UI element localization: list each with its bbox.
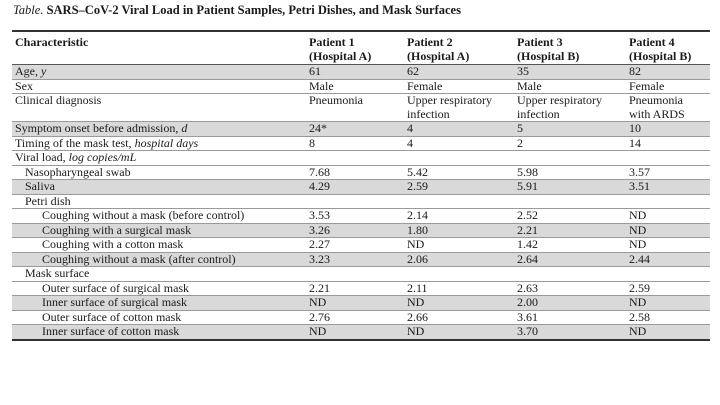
cell-patient-4: 3.51: [629, 179, 650, 193]
cell-patient-2: Female: [407, 79, 443, 93]
caption-title: SARS–CoV-2 Viral Load in Patient Samples, Petri Dishes, and Mask Surfaces: [46, 3, 461, 17]
table-row: [12, 267, 710, 282]
cell-patient-3: [514, 267, 626, 282]
table-row: [12, 151, 710, 166]
cell-patient-4: Pneumonia with ARDS: [629, 93, 685, 121]
cell-patient-3: 2.52: [517, 208, 538, 222]
cell-patient-2: [404, 194, 514, 209]
row-label: [12, 79, 306, 94]
table-caption: [13, 2, 461, 18]
table-row: [12, 79, 710, 94]
cell-patient-2: 2.14: [407, 208, 428, 222]
table-row: [12, 325, 710, 340]
row-label-text: Symptom onset before admission,: [15, 121, 182, 135]
cell-patient-1: ND: [309, 324, 327, 338]
cell-patient-2: 1.80: [407, 223, 428, 237]
cell-patient-3: 2.21: [517, 223, 538, 237]
cell-patient-1: 7.68: [309, 165, 330, 179]
viral-load-table: [12, 30, 710, 341]
cell-patient-4: [626, 267, 710, 282]
cell-patient-3: 2.64: [517, 252, 538, 266]
cell-patient-2: 2.66: [407, 310, 428, 324]
cell-patient-2: ND: [407, 324, 425, 338]
row-label: [12, 325, 306, 340]
row-label: [12, 223, 306, 238]
cell-patient-1: 8: [309, 136, 315, 150]
cell-patient-2: 5.42: [407, 165, 428, 179]
header-patient-2: Patient 2 (Hospital A): [407, 35, 470, 63]
table-row: [12, 209, 710, 224]
cell-patient-2: 2.06: [407, 252, 428, 266]
row-label: [12, 136, 306, 151]
cell-patient-1: 3.23: [309, 252, 330, 266]
cell-patient-3: [514, 194, 626, 209]
row-label-unit: d: [181, 121, 188, 135]
row-label: [12, 65, 306, 80]
row-label-text: Mask surface: [25, 266, 90, 280]
table-row: [12, 94, 710, 122]
cell-patient-4: 2.58: [629, 310, 650, 324]
cell-patient-2: ND: [407, 237, 425, 251]
cell-patient-1: 2.76: [309, 310, 330, 324]
cell-patient-2: 2.59: [407, 179, 428, 193]
row-label-text: Petri dish: [25, 194, 71, 208]
cell-patient-1: 24*: [309, 121, 327, 135]
cell-patient-3: 1.42: [517, 237, 538, 251]
cell-patient-1: [306, 267, 404, 282]
cell-patient-2: 4: [407, 136, 413, 150]
row-label-text: Outer surface of surgical mask: [42, 281, 190, 295]
cell-patient-4: ND: [629, 324, 647, 338]
row-label: [12, 165, 306, 180]
cell-patient-4: ND: [629, 223, 647, 237]
cell-patient-2: ND: [407, 295, 425, 309]
row-label-unit: y: [41, 64, 47, 78]
cell-patient-1: Pneumonia: [309, 93, 363, 107]
table-row: [12, 310, 710, 325]
cell-patient-4: 82: [629, 64, 641, 78]
header-patient-1: Patient 1 (Hospital A): [309, 35, 372, 63]
row-label-text: Outer surface of cotton mask: [42, 310, 182, 324]
row-label: [12, 252, 306, 267]
row-label: [12, 267, 306, 282]
table-row: [12, 65, 710, 80]
cell-patient-4: ND: [629, 295, 647, 309]
cell-patient-4: 3.57: [629, 165, 650, 179]
row-label: [12, 310, 306, 325]
row-label-text: Age,: [15, 64, 41, 78]
cell-patient-2: Upper respiratory infection: [407, 93, 492, 121]
cell-patient-1: [306, 151, 404, 166]
cell-patient-2: 4: [407, 121, 413, 135]
table-row: [12, 165, 710, 180]
cell-patient-2: [404, 267, 514, 282]
cell-patient-4: ND: [629, 237, 647, 251]
row-label-text: Sex: [15, 79, 33, 93]
table-row: [12, 252, 710, 267]
row-label: [12, 194, 306, 209]
row-label-text: Viral load,: [15, 150, 69, 164]
table-row: [12, 296, 710, 311]
cell-patient-4: 2.59: [629, 281, 650, 295]
row-label-unit: hospital days: [134, 136, 199, 150]
cell-patient-3: Male: [517, 79, 542, 93]
row-label: [12, 238, 306, 253]
table-row: [12, 238, 710, 253]
cell-patient-1: 2.27: [309, 237, 330, 251]
cell-patient-1: 3.26: [309, 223, 330, 237]
cell-patient-2: [404, 151, 514, 166]
cell-patient-3: Upper respiratory infection: [517, 93, 602, 121]
caption-label: Table.: [13, 3, 44, 17]
row-label-text: Clinical diagnosis: [15, 93, 102, 107]
cell-patient-1: 4.29: [309, 179, 330, 193]
cell-patient-4: [626, 194, 710, 209]
cell-patient-1: 2.21: [309, 281, 330, 295]
table-body: [12, 65, 710, 340]
table-row: [12, 223, 710, 238]
cell-patient-4: 10: [629, 121, 641, 135]
header-patient-4: Patient 4 (Hospital B): [629, 35, 692, 63]
cell-patient-4: ND: [629, 208, 647, 222]
cell-patient-1: [306, 194, 404, 209]
cell-patient-4: Female: [629, 79, 665, 93]
cell-patient-1: ND: [309, 295, 327, 309]
table-row: [12, 180, 710, 195]
cell-patient-2: 2.11: [407, 281, 428, 295]
cell-patient-3: [514, 151, 626, 166]
cell-patient-3: 2.00: [517, 295, 538, 309]
cell-patient-4: 14: [629, 136, 641, 150]
row-label-text: Coughing without a mask (before control): [42, 208, 245, 222]
table-header-row: [12, 31, 710, 65]
row-label-unit: log copies/mL: [68, 150, 137, 164]
row-label-text: Inner surface of surgical mask: [42, 295, 188, 309]
cell-patient-1: Male: [309, 79, 334, 93]
row-label-text: Nasopharyngeal swab: [25, 165, 131, 179]
cell-patient-3: 2.63: [517, 281, 538, 295]
row-label: [12, 180, 306, 195]
cell-patient-3: 5.98: [517, 165, 538, 179]
cell-patient-3: 5: [517, 121, 523, 135]
cell-patient-3: 2: [517, 136, 523, 150]
header-patient-3: Patient 3 (Hospital B): [517, 35, 580, 63]
row-label: [12, 209, 306, 224]
cell-patient-3: 5.91: [517, 179, 538, 193]
row-label-text: Coughing without a mask (after control): [42, 252, 236, 266]
row-label-text: Saliva: [25, 179, 55, 193]
table-row: [12, 122, 710, 137]
cell-patient-1: 3.53: [309, 208, 330, 222]
cell-patient-3: 3.61: [517, 310, 538, 324]
cell-patient-4: 2.44: [629, 252, 650, 266]
row-label-text: Timing of the mask test,: [15, 136, 135, 150]
cell-patient-1: 61: [309, 64, 321, 78]
row-label: [12, 151, 306, 166]
row-label: [12, 94, 306, 122]
row-label-text: Coughing with a surgical mask: [42, 223, 192, 237]
table-row: [12, 194, 710, 209]
cell-patient-4: [626, 151, 710, 166]
row-label: [12, 281, 306, 296]
table-row: [12, 136, 710, 151]
row-label: [12, 122, 306, 137]
row-label-text: Coughing with a cotton mask: [42, 237, 184, 251]
header-characteristic: Characteristic: [15, 35, 89, 49]
row-label: [12, 296, 306, 311]
cell-patient-3: 35: [517, 64, 529, 78]
table-row: [12, 281, 710, 296]
row-label-text: Inner surface of cotton mask: [42, 324, 180, 338]
cell-patient-2: 62: [407, 64, 419, 78]
cell-patient-3: 3.70: [517, 324, 538, 338]
